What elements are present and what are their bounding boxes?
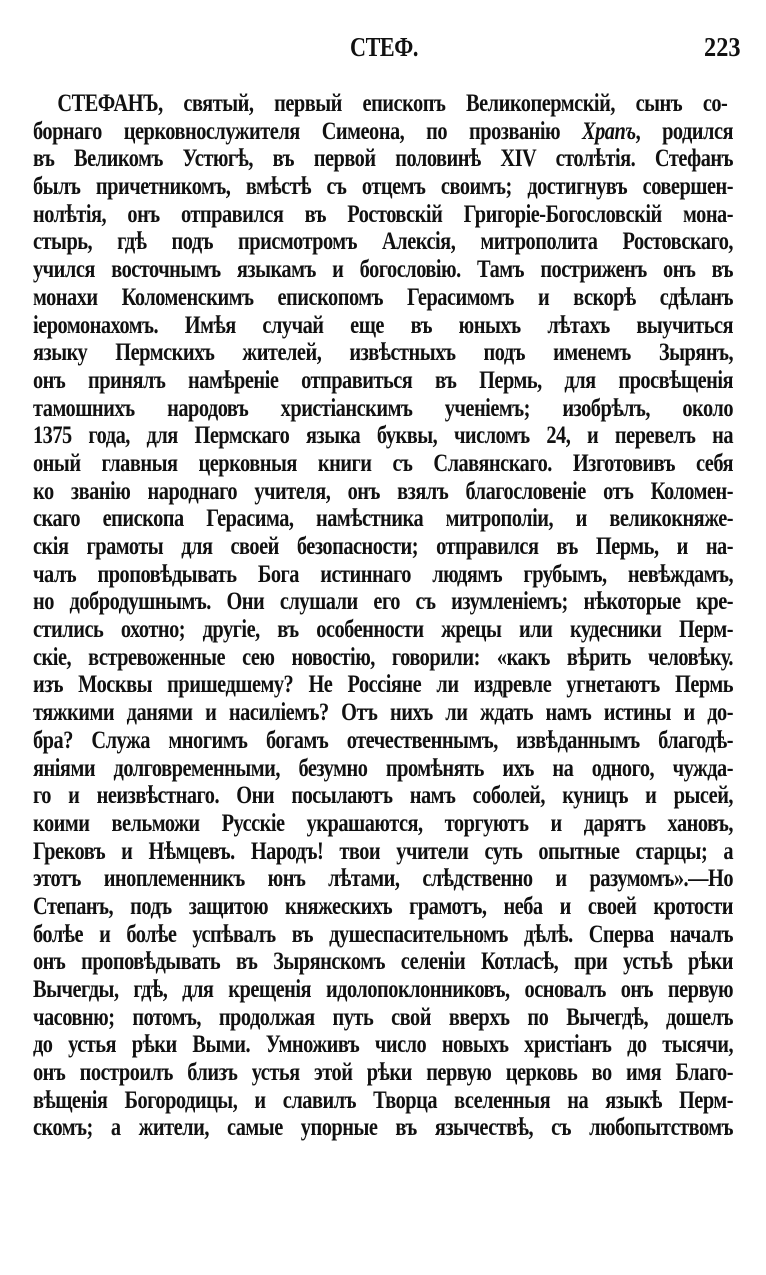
text-line: [33, 699, 733, 727]
text-line-content: ко званію народнаго учителя, онъ взялъ благословеніе отъ Коломен-: [33, 477, 734, 505]
text-line-content: часовню; потомъ, продолжая путь свой вверхъ по Вычегдѣ, дошелъ: [33, 1003, 734, 1031]
text-line: [33, 505, 733, 533]
text-line-content: нолѣтія, онъ отправился въ Ростовскій Григоріе-Богословскій мона-: [33, 200, 734, 228]
text-line-content: го и неизвѣстнаго. Они посылаютъ намъ соболей, куницъ и рысей,: [33, 782, 734, 810]
text-line: [33, 561, 733, 589]
text-line: [33, 671, 733, 699]
text-line-content: былъ причетникомъ, вмѣстѣ съ отцемъ своимъ; достигнувъ совершен-: [33, 173, 734, 201]
text-line-content: Грековъ и Нѣмцевъ. Народъ! твои учители суть опытные старцы; а: [33, 837, 734, 865]
body-text: [33, 90, 733, 1142]
text-line: [33, 422, 733, 450]
text-line: [33, 118, 733, 146]
text-line-content: учился восточнымъ языкамъ и богословію. Тамъ постриженъ онъ въ: [33, 256, 734, 284]
text-line: [33, 588, 733, 616]
text-line: [33, 1059, 733, 1087]
text-line: [33, 367, 733, 395]
text-line-content: до устья рѣки Выми. Умноживъ число новыхъ христіанъ до тысячи,: [33, 1031, 734, 1059]
nickname-italic: Храпъ: [582, 117, 636, 145]
text-line: [33, 865, 733, 893]
text-line-content: болѣе и болѣе успѣвалъ въ душеспасительномъ дѣлѣ. Сперва началъ: [33, 920, 734, 948]
running-head: [0, 30, 766, 70]
text-line-content: онъ построилъ близъ устья этой рѣки первую церковь во имя Благо-: [33, 1059, 734, 1087]
text-line-content: стырь, гдѣ подъ присмотромъ Алексія, митрополита Ростовскаго,: [33, 228, 734, 256]
text-line-content: скіе, встревоженные сею новостію, говорили: «какъ вѣрить человѣку.: [33, 643, 734, 671]
text-line-content: вѣщенія Богородицы, и славилъ Творца вселенныя на языкѣ Перм-: [33, 1086, 734, 1114]
text-line-content: но добродушнымъ. Они слушали его съ изумленіемъ; нѣкоторые кре-: [33, 588, 734, 616]
text-line: [33, 1114, 733, 1142]
text-line-content: скаго епископа Герасима, намѣстника митрополіи, и великокняже-: [33, 505, 734, 533]
text-line: [33, 201, 733, 229]
text-line: [33, 228, 733, 256]
text-line: [33, 755, 733, 783]
text-line: [33, 838, 733, 866]
text-line: [33, 921, 733, 949]
running-head-title: СТЕФ.: [350, 32, 419, 62]
text-line-content: тяжкими данями и насиліемъ? Отъ нихъ ли ждать намъ истины и до-: [33, 699, 734, 727]
text-line-content: яніями долговременными, безумно промѣнять ихъ на одного, чужда-: [33, 754, 734, 782]
text-line: [33, 616, 733, 644]
text-line-content: скія грамоты для своей безопасности; отправился въ Пермь, и на-: [33, 533, 734, 560]
text-line-content: коими вельможи Русскіе украшаются, торгуютъ и дарятъ хановъ,: [33, 809, 734, 837]
text-line-content: монахи Коломенскимъ епископомъ Герасимомъ и вскорѣ сдѣланъ: [33, 283, 734, 311]
text-line-content: въ Великомъ Устюгѣ, въ первой половинѣ XIV столѣтія. Стефанъ: [33, 145, 734, 173]
text-line-content: Вычегды, гдѣ, для крещенія идолопоклонниковъ, основалъ онъ первую: [33, 976, 734, 1003]
text-line: [33, 644, 733, 672]
text-line: [33, 284, 733, 312]
text-line: [33, 810, 733, 838]
text-line: [33, 395, 733, 423]
text-line-content: онъ принялъ намѣреніе отправиться въ Пермь, для просвѣщенія: [33, 366, 734, 394]
text-line: [33, 976, 733, 1004]
text-line: [33, 782, 733, 810]
text-line: [33, 478, 733, 506]
text-line-content: этотъ иноплеменникъ юнъ лѣтами, слѣдственно и разумомъ».—Но: [33, 865, 734, 893]
text-line: [33, 173, 733, 201]
text-line-content: бра? Служа многимъ богамъ отечественнымъ, извѣданнымъ благодѣ-: [33, 726, 734, 754]
text-line: [33, 727, 733, 755]
text-line: [33, 1004, 733, 1032]
text-line: [33, 450, 733, 478]
text-line: [33, 339, 733, 367]
text-line: [33, 256, 733, 284]
text-line: [33, 145, 733, 173]
text-line-content: онъ проповѣдывать въ Зырянскомъ селеніи Котласѣ, при устьѣ рѣки: [33, 948, 734, 976]
text-line: [33, 533, 733, 561]
text-line-content: оный главныя церковныя книги съ Славянскаго. Изготовивъ себя: [33, 449, 734, 477]
text-line-content: стились охотно; другіе, въ особенности жрецы или кудесники Перм-: [33, 616, 734, 644]
text-line-content: іеромонахомъ. Имѣя случай еще въ юныхъ лѣтахъ выучиться: [33, 311, 734, 339]
text-line-content: борнаго церковнослужителя Симеона, по прозванію Храпъ, родился: [33, 117, 734, 145]
text-line: [33, 90, 733, 118]
text-line: [33, 893, 733, 921]
text-line: [33, 948, 733, 976]
text-line: [33, 312, 733, 340]
text-line-content: Степанъ, подъ защитою княжескихъ грамотъ, неба и своей кротости: [33, 892, 734, 920]
text-line-content: скомъ; а жители, самые упорные въ язычествѣ, съ любопытствомъ: [33, 1114, 734, 1142]
text-line-content: СТЕФАНЪ, святый, первый епископъ Великопермскій, сынъ со-: [57, 90, 728, 117]
text-line-content: 1375 года, для Пермскаго языка буквы, числомъ 24, и перевелъ на: [33, 422, 734, 450]
text-line-content: чалъ проповѣдывать Бога истиннаго людямъ грубымъ, невѣждамъ,: [33, 560, 734, 588]
text-line: [33, 1031, 733, 1059]
text-line: [33, 1087, 733, 1115]
page-number: 223: [703, 32, 740, 62]
text-line-content: изъ Москвы пришедшему? Не Россіяне ли издревле угнетаютъ Пермь: [33, 671, 734, 699]
text-line-content: тамошнихъ народовъ христіанскимъ ученіемъ; изобрѣлъ, около: [33, 394, 734, 422]
text-line-content: языку Пермскихъ жителей, извѣстныхъ подъ именемъ Зырянъ,: [33, 339, 734, 367]
